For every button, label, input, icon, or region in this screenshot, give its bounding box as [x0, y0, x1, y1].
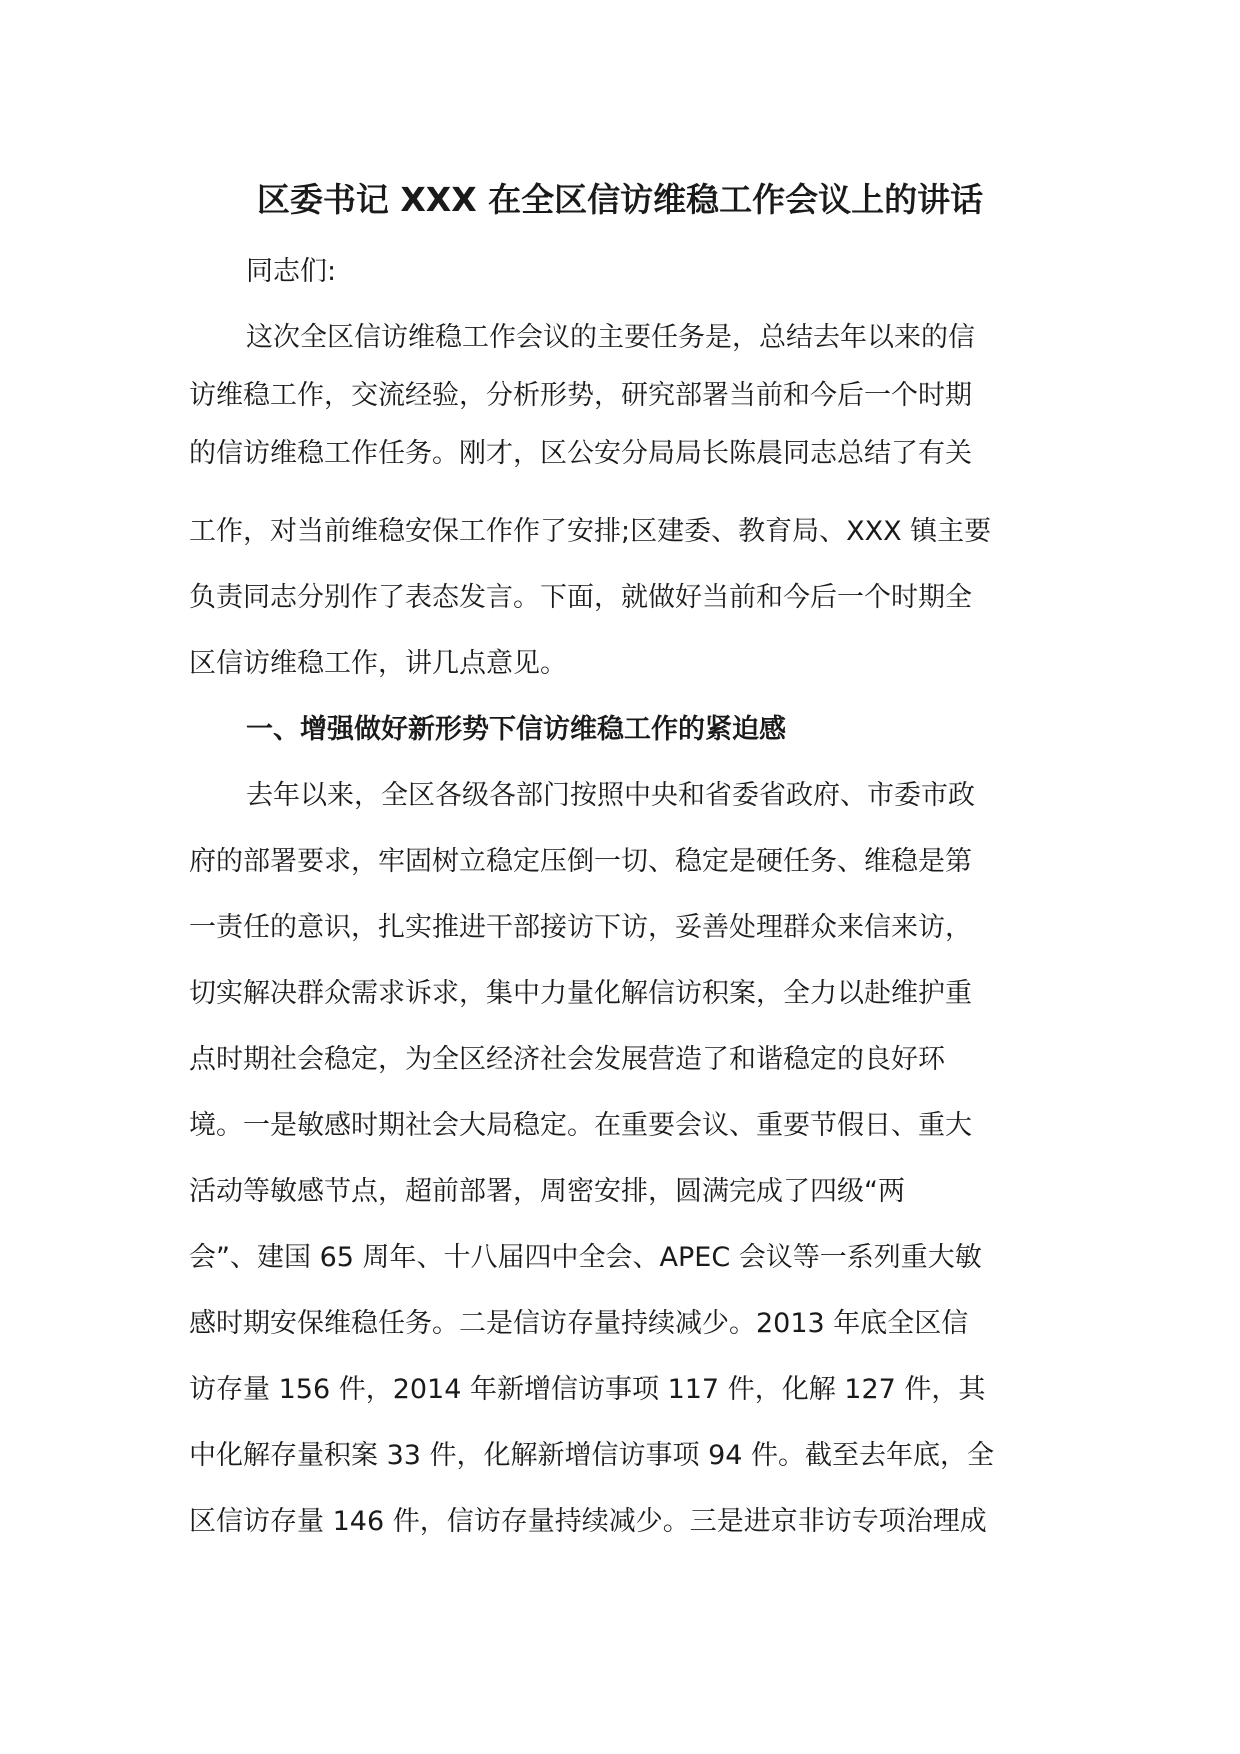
- paragraph-line: 会”、建国 65 周年、十八届四中全会、APEC 会议等一系列重大敏: [189, 1242, 982, 1273]
- paragraph-line: 访存量 156 件，2014 年新增信访事项 117 件，化解 127 件，其: [189, 1374, 986, 1405]
- document-title: 区委书记 XXX 在全区信访维稳工作会议上的讲话: [256, 180, 984, 219]
- paragraph-line: 点时期社会稳定，为全区经济社会发展营造了和谐稳定的良好环: [189, 1044, 945, 1075]
- paragraph-line: 这次全区信访维稳工作会议的主要任务是，总结去年以来的信: [246, 322, 975, 353]
- paragraph-line: 感时期安保维稳任务。二是信访存量持续减少。2013 年底全区信: [189, 1308, 969, 1339]
- paragraph-line: 活动等敏感节点，超前部署，周密安排，圆满完成了四级“两: [189, 1176, 905, 1207]
- paragraph-line: 去年以来，全区各级各部门按照中央和省委省政府、市委市政: [246, 780, 975, 811]
- section-heading: 一、增强做好新形势下信访维稳工作的紧迫感: [246, 714, 786, 745]
- paragraph-line: 负责同志分别作了表态发言。下面，就做好当前和今后一个时期全: [189, 582, 972, 613]
- paragraph-line: 一责任的意识，扎实推进干部接访下访，妥善处理群众来信来访，: [189, 912, 972, 943]
- paragraph-line: 的信访维稳工作任务。刚才，区公安分局局长陈晨同志总结了有关: [189, 438, 972, 469]
- paragraph-line: 中化解存量积案 33 件，化解新增信访事项 94 件。截至去年底，全: [189, 1440, 995, 1471]
- paragraph-line: 区信访维稳工作，讲几点意见。: [189, 648, 567, 679]
- paragraph-line: 访维稳工作，交流经验，分析形势，研究部署当前和今后一个时期: [189, 380, 972, 411]
- salutation: 同志们:: [246, 256, 337, 287]
- paragraph-line: 区信访存量 146 件，信访存量持续减少。三是进京非访专项治理成: [189, 1506, 987, 1537]
- paragraph-line: 境。一是敏感时期社会大局稳定。在重要会议、重要节假日、重大: [189, 1110, 972, 1141]
- paragraph-line: 切实解决群众需求诉求，集中力量化解信访积案，全力以赴维护重: [189, 978, 972, 1009]
- paragraph-line: 府的部署要求，牢固树立稳定压倒一切、稳定是硬任务、维稳是第: [189, 846, 972, 877]
- paragraph-line: 工作，对当前维稳安保工作作了安排;区建委、教育局、XXX 镇主要: [189, 516, 992, 547]
